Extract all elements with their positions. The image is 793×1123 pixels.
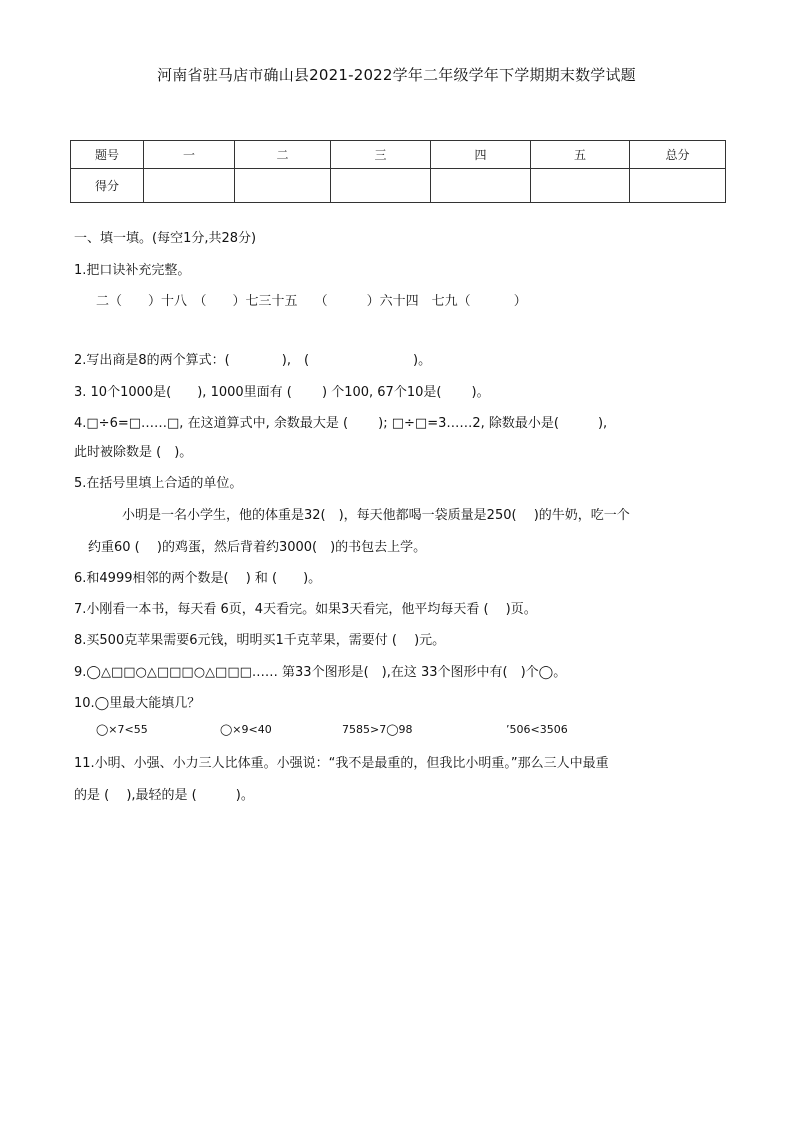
page-title: 河南省驻马店市确山县2021-2022学年二年级学年下学期期末数学试题 xyxy=(157,66,636,84)
header-cell: 三 xyxy=(331,141,431,169)
score-label-cell: 得分 xyxy=(71,169,144,203)
question-4-line-1: 4.□÷6=□……□, 在这道算式中, 余数最大是 ( ); □÷□=3……2, 除数最小是( ), xyxy=(74,416,608,431)
question-4-line-2: 此时被除数是 ( )。 xyxy=(74,445,193,460)
header-cell: 四 xyxy=(431,141,531,169)
question-11-line-1: 11.小明、小强、小力三人比体重。小强说：“我不是最重的，但我比小明重。”那么三人中最重 xyxy=(74,756,609,771)
score-input-cell[interactable] xyxy=(531,169,630,203)
header-cell: 题号 xyxy=(71,141,144,169)
header-cell: 一 xyxy=(144,141,235,169)
score-input-cell[interactable] xyxy=(235,169,331,203)
score-table xyxy=(70,140,726,203)
question-5-line-1: 小明是一名小学生，他的体重是32( )，每天他都喝一袋质量是250( )的牛奶，吃一个 xyxy=(122,508,630,523)
q10-item: ◯×7<55 xyxy=(96,723,148,736)
question-2: 2.写出商是8的两个算式：( ), ( )。 xyxy=(74,353,432,368)
question-5-line-2: 约重60 ( )的鸡蛋，然后背着约3000( )的书包去上学。 xyxy=(88,540,427,555)
score-input-cell[interactable] xyxy=(144,169,235,203)
question-10: 10.◯里最大能填几？ xyxy=(74,696,201,711)
q10-item: ◯×9<40 xyxy=(220,723,272,736)
question-5: 5.在括号里填上合适的单位。 xyxy=(74,476,243,491)
header-cell: 总分 xyxy=(630,141,726,169)
header-cell: 五 xyxy=(531,141,630,169)
question-7: 7.小刚看一本书，每天看 6页，4天看完。如果3天看完，他平均每天看 ( )页。 xyxy=(74,602,537,617)
question-1: 1.把口诀补充完整。 xyxy=(74,263,191,278)
score-input-cell[interactable] xyxy=(331,169,431,203)
score-table-score-row xyxy=(71,169,726,203)
q10-item: 7585>7◯98 xyxy=(342,723,413,736)
question-1-blanks: 二（ ）十八 （ ）七三十五 （ ）六十四 七九（ ） xyxy=(96,294,527,309)
score-input-cell[interactable] xyxy=(630,169,726,203)
score-input-cell[interactable] xyxy=(431,169,531,203)
section-heading: 一、填一填。(每空1分,共28分) xyxy=(74,231,257,246)
question-8: 8.买500克苹果需要6元钱，明明买1千克苹果，需要付 ( )元。 xyxy=(74,633,446,648)
question-11-line-2: 的是 ( ),最轻的是 ( )。 xyxy=(74,788,254,803)
question-9: 9.◯△□□○△□□□○△□□□…… 第33个图形是( ),在这 33个图形中有( )个◯。 xyxy=(74,665,567,680)
question-6: 6.和4999相邻的两个数是( ) 和 ( )。 xyxy=(74,571,322,586)
q10-item: ’506<3506 xyxy=(506,723,568,736)
question-3: 3. 10个1000是( ), 1000里面有 ( ) 个100, 67个10是( )。 xyxy=(74,385,490,400)
header-cell: 二 xyxy=(235,141,331,169)
score-table-header-row xyxy=(71,141,726,169)
